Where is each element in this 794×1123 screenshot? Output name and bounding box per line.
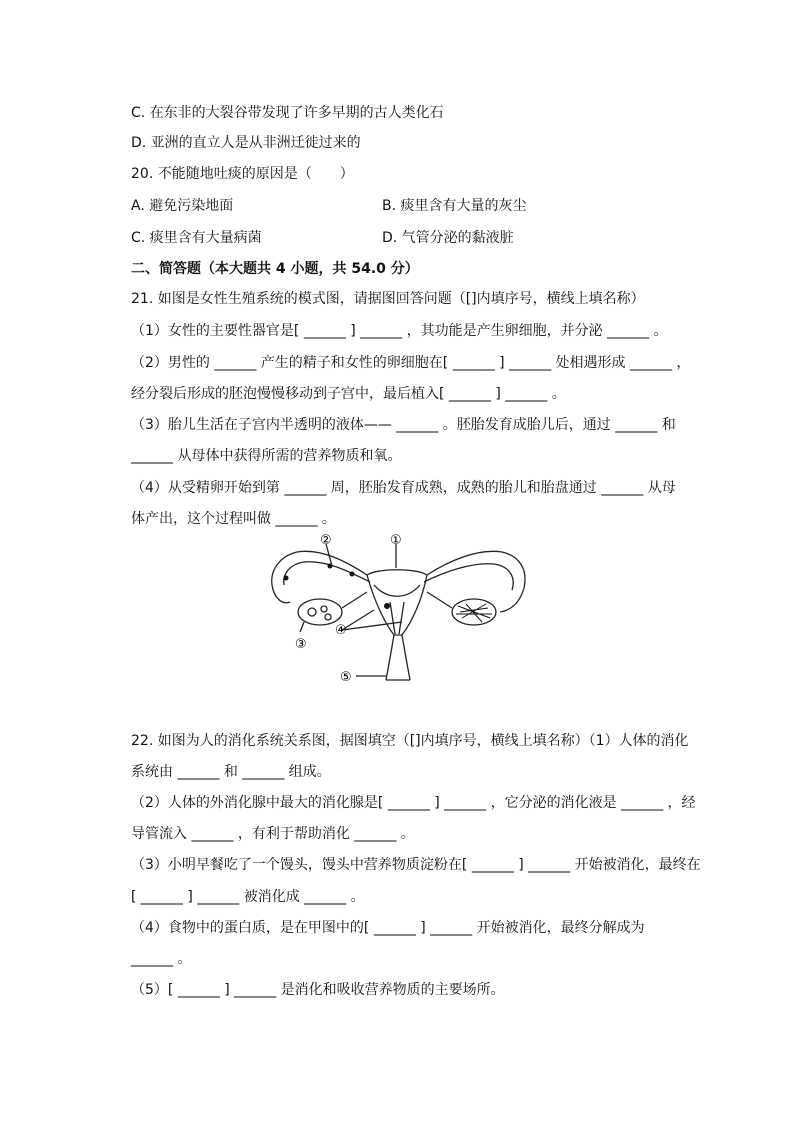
label-4: ④ — [335, 623, 347, 638]
option-d: D. 气管分泌的黏液脏 — [382, 230, 514, 246]
sub-question-4-line-1: （4）从受精卵开始到第 ______ 周，胚胎发育成熟，成熟的胎儿和胎盘通过 ______ 从母 — [131, 480, 676, 496]
sub-question-3-line-1: （3）小明早餐吃了一个馒头，馒头中营养物质淀粉在[ ______ ] ______ 开始被消化，最终在 — [131, 857, 701, 873]
question-stem: 20. 不能随地吐痰的原因是（ ） — [131, 166, 354, 182]
section-title: 二、简答题（本大题共 4 小题，共 54.0 分） — [131, 261, 419, 277]
label-3: ③ — [295, 637, 307, 652]
sub-question-3-line-2: ______ 从母体中获得所需的营养物质和氧。 — [131, 448, 402, 464]
label-1: ① — [390, 533, 402, 548]
sub-question-3-line-1: （3）胎儿生活在子宫内半透明的液体—— ______ 。胚胎发育成胎儿后，通过 ______ 和 — [131, 417, 676, 433]
sub-question-5: （5）[ ______ ] ______ 是消化和吸收营养物质的主要场所。 — [131, 982, 505, 998]
question-stem: 21. 如图是女性生殖系统的模式图，请据图回答问题（[]内填序号，横线上填名称） — [131, 291, 645, 307]
option-a: A. 避免污染地面 — [131, 198, 234, 214]
sub-question-4-line-1: （4）食物中的蛋白质，是在甲图中的[ ______ ] ______ 开始被消化，最终分解成为 — [131, 920, 645, 936]
sub-question-2-line-1: （2）男性的 ______ 产生的精子和女性的卵细胞在[ ______ ] ______ 处相遇形成 ______ ， — [131, 355, 691, 371]
option-d: D. 亚洲的直立人是从非洲迁徙过来的 — [131, 135, 361, 151]
sub-question-3-line-2: [ ______ ] ______ 被消化成 ______ 。 — [131, 889, 365, 905]
question-stem-line-2: 系统由 ______ 和 ______ 组成。 — [131, 764, 331, 780]
sub-question-2-line-2: 导管流入 ______ ，有利于帮助消化 ______ 。 — [131, 826, 415, 842]
option-b: B. 痰里含有大量的灰尘 — [382, 198, 527, 214]
sub-question-2-line-1: （2）人体的外消化腺中最大的消化腺是[ ______ ] ______ ，它分泌的消化液是 ______ ，经 — [131, 795, 696, 811]
sub-question-4-line-2: ______ 。 — [131, 951, 192, 967]
sub-question-1: （1）女性的主要性器官是[ ______ ] ______ ，其功能是产生卵细胞，并分泌 ______ 。 — [131, 323, 668, 339]
label-5: ⑤ — [340, 670, 352, 685]
question-stem: 22. 如图为人的消化系统关系图，据图填空（[]内填序号，横线上填名称）（1）人体的消化 — [131, 733, 689, 749]
label-2: ② — [320, 533, 332, 548]
sub-question-2-line-2: 经分裂后形成的胚泡慢慢移动到子宫中，最后植入[ ______ ] ______ 。 — [131, 386, 566, 402]
sub-question-4-line-2: 体产出，这个过程叫做 ______ 。 — [131, 511, 336, 527]
option-c: C. 在东非的大裂谷带发现了许多早期的古人类化石 — [131, 105, 444, 121]
option-c: C. 痰里含有大量病菌 — [131, 230, 262, 246]
female-reproductive-system-diagram — [262, 530, 534, 690]
